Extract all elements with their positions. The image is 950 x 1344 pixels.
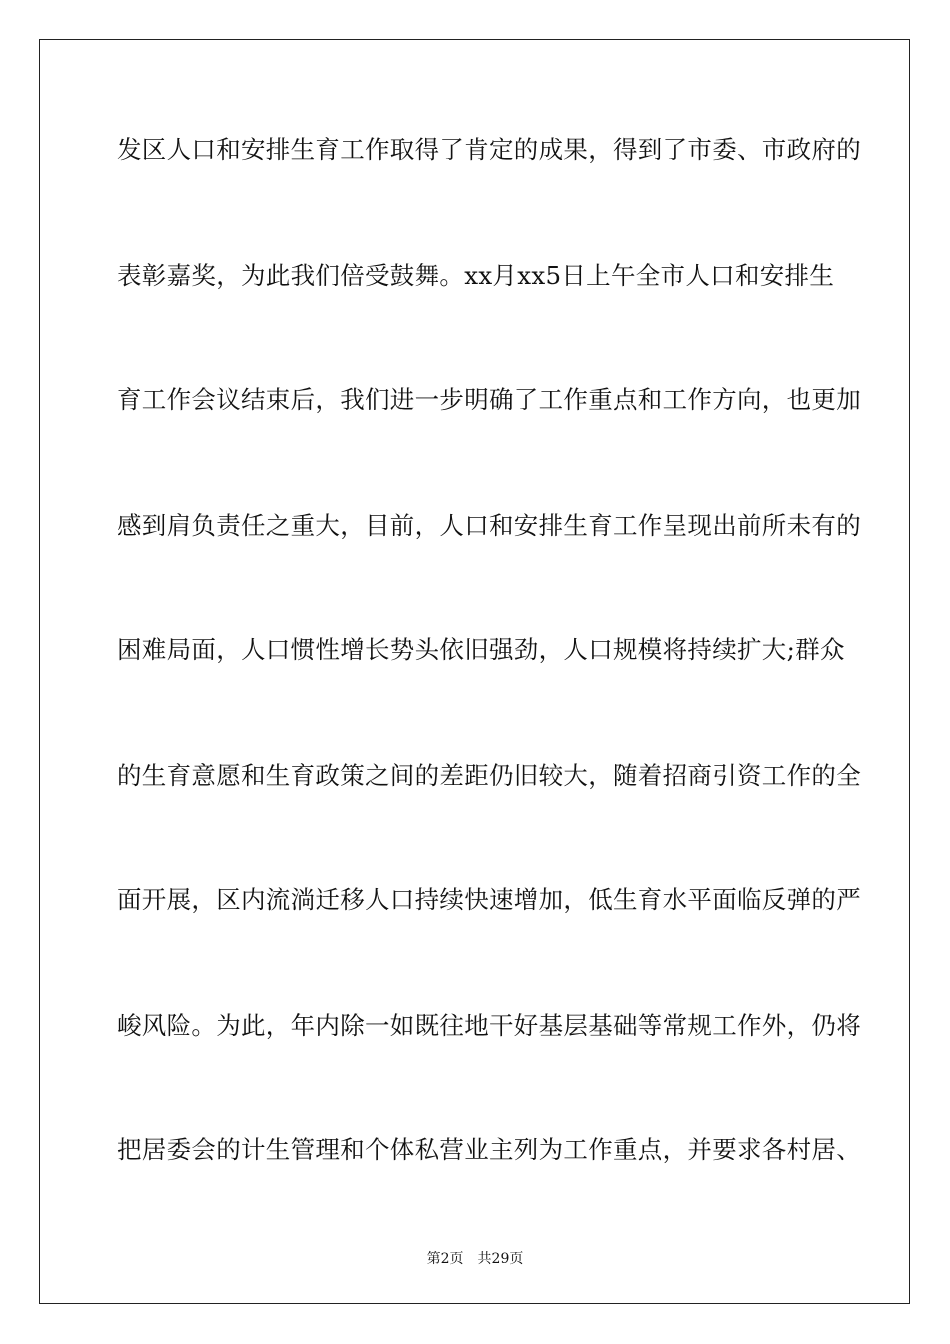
body-line-1: 发区人口和安排生育工作取得了肯定的成果，得到了市委、市政府的 — [117, 135, 861, 164]
page-number: 第2页 — [426, 1251, 464, 1267]
body-line-9: 把居委会的计生管理和个体私营业主列为工作重点，并要求各村居、 — [117, 1135, 861, 1164]
page-total: 共29页 — [477, 1251, 524, 1267]
page-footer — [0, 1248, 950, 1268]
body-line-2: 表彰嘉奖，为此我们倍受鼓舞。xx月xx5日上午全市人口和安排生 — [117, 261, 835, 290]
body-line-6: 的生育意愿和生育政策之间的差距仍旧较大，随着招商引资工作的全 — [117, 761, 861, 790]
body-line-3: 育工作会议结束后，我们进一步明确了工作重点和工作方向，也更加 — [117, 385, 861, 414]
body-line-8: 峻风险。为此，年内除一如既往地干好基层基础等常规工作外，仍将 — [117, 1011, 861, 1040]
body-line-7: 面开展，区内流淌迁移人口持续快速增加，低生育水平面临反弹的严 — [117, 885, 861, 914]
body-line-5: 困难局面，人口惯性增长势头依旧强劲，人口规模将持续扩大;群众 — [117, 635, 845, 664]
body-line-4: 感到肩负责任之重大，目前，人口和安排生育工作呈现出前所未有的 — [117, 511, 861, 540]
page-border — [39, 39, 910, 1304]
